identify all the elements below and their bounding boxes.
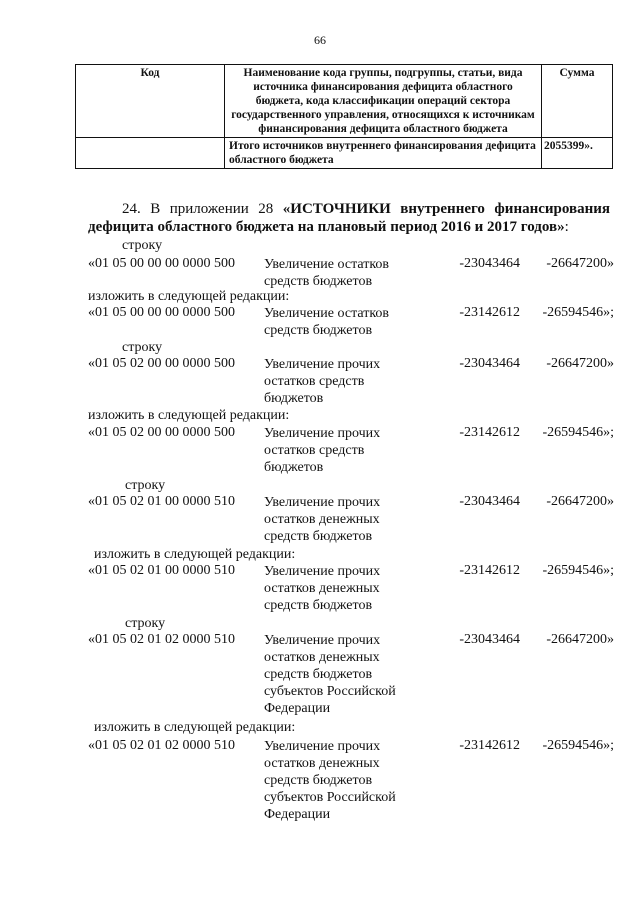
row-value-2017: -26594546»; [542,738,614,753]
table-header-row [76,65,613,138]
row-code: «01 05 02 01 00 0000 510 [88,494,235,509]
row-value-2016: -23142612 [459,563,520,578]
sources-table [75,64,613,169]
label-izlozhit: изложить в следующей редакции: [88,408,290,423]
row-name-line: средств бюджетов [264,274,373,289]
row-value-2017: -26647200» [546,256,614,271]
row-name [264,356,424,407]
row-name [264,632,424,717]
item-24-title: «ИСТОЧНИКИ внутреннего финансирования дефицита областного бюджета на плановый период 2016 и 2017 годов» [88,201,610,235]
row-name-line: средств бюджетов [264,323,373,338]
row-code: «01 05 02 01 02 0000 510 [88,738,235,753]
total-name-cell: Итого источников внутреннего финансирования дефицита областного бюджета [225,138,542,169]
row-name-line: бюджетов [264,460,324,475]
column-header-code: Код [76,65,225,138]
row-code: «01 05 02 00 00 0000 500 [88,425,235,440]
row-code: «01 05 00 00 00 0000 500 [88,305,235,320]
item-24-paragraph [88,200,610,236]
row-name [264,425,424,476]
column-header-sum: Сумма [542,65,613,138]
row-value-2017: -26594546»; [542,425,614,440]
row-value-2016: -23043464 [459,494,520,509]
row-name-line: средств бюджетов [264,529,373,544]
row-name [264,738,424,823]
row-name-line: бюджетов [264,391,324,406]
label-stroku: строку [125,478,166,493]
row-name [264,256,424,290]
row-name-line: остатков денежных [264,756,380,771]
label-stroku: строку [122,238,163,253]
row-name-line: остатков средств [264,374,365,389]
total-code-cell [76,138,225,169]
row-name-line: Федерации [264,701,331,716]
column-header-name: Наименование кода группы, подгруппы, статьи, вида источника финансирования дефицита областного бюджета, кода классификации операций сектора государственного управления, относящихся к источникам финансирования дефицита областного бюджета [225,65,542,138]
label-izlozhit: изложить в следующей редакции: [94,720,296,735]
row-name-line: остатков средств [264,443,365,458]
row-name-line: Увеличение прочих [264,633,381,648]
row-value-2016: -23142612 [459,305,520,320]
row-name-line: Увеличение прочих [264,495,381,510]
row-value-2016: -23142612 [459,425,520,440]
row-value-2016: -23043464 [459,632,520,647]
row-value-2016: -23142612 [459,738,520,753]
total-sum-cell: 2055399». [542,138,613,169]
item-24-colon: : [564,219,569,235]
row-code: «01 05 00 00 00 0000 500 [88,256,235,271]
row-name-line: остатков денежных [264,512,380,527]
table-total-row [76,138,613,169]
row-value-2016: -23043464 [459,256,520,271]
row-code: «01 05 02 01 02 0000 510 [88,632,235,647]
row-name-line: Увеличение прочих [264,426,381,441]
row-name-line: Увеличение прочих [264,564,381,579]
page-number: 66 [314,33,326,47]
label-stroku: строку [125,616,166,631]
row-name-line: средств бюджетов [264,598,373,613]
row-name [264,563,424,614]
row-name-line: субъектов Российской [264,790,396,805]
row-name-line: средств бюджетов [264,773,373,788]
row-code: «01 05 02 01 00 0000 510 [88,563,235,578]
label-izlozhit: изложить в следующей редакции: [88,289,290,304]
row-value-2017: -26647200» [546,356,614,371]
row-name-line: остатков денежных [264,581,380,596]
row-name-line: субъектов Российской [264,684,396,699]
row-name-line: остатков денежных [264,650,380,665]
row-name-line: Федерации [264,807,331,822]
label-stroku: строку [122,340,163,355]
row-code: «01 05 02 00 00 0000 500 [88,356,235,371]
row-name-line: Увеличение прочих [264,739,381,754]
label-izlozhit: изложить в следующей редакции: [94,547,296,562]
row-name [264,305,424,339]
row-value-2016: -23043464 [459,356,520,371]
row-name-line: Увеличение остатков [264,257,390,272]
row-value-2017: -26647200» [546,494,614,509]
row-name-line: Увеличение остатков [264,306,390,321]
row-value-2017: -26647200» [546,632,614,647]
row-name [264,494,424,545]
row-name-line: средств бюджетов [264,667,373,682]
row-value-2017: -26594546»; [542,563,614,578]
row-name-line: Увеличение прочих [264,357,381,372]
item-24-intro: 24. В приложении 28 [122,201,283,217]
row-value-2017: -26594546»; [542,305,614,320]
